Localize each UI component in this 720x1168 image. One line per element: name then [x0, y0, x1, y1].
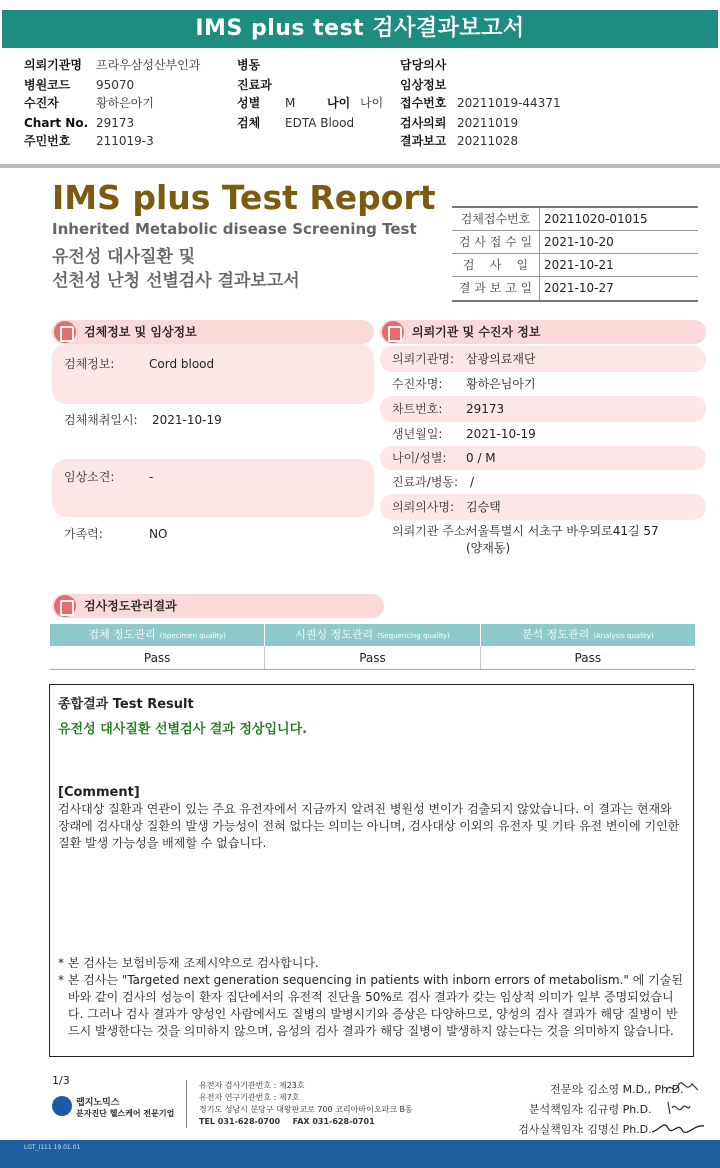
patient-row — [380, 396, 706, 422]
resident-no-value: 211019-3 — [96, 134, 154, 148]
patient-row-value: 황하은님아기 — [466, 377, 536, 391]
signature-value: : 김명신 Ph.D. — [580, 1123, 652, 1136]
page-number: 1/3 — [52, 1074, 70, 1087]
qc-value-cell: Pass — [50, 646, 265, 669]
qc-header-ko: 분석 정도관리 — [521, 628, 590, 641]
patient-value: 황하은아기 — [96, 96, 154, 110]
dates-value: 20211020-01015 — [544, 212, 648, 226]
qc-section-header — [52, 594, 384, 618]
report-subtitle-en: Inherited Metabolic disease Screening Test — [52, 220, 417, 238]
company-logo — [52, 1092, 182, 1126]
order-header — [0, 54, 720, 164]
patient-row-label: 차트번호: — [392, 402, 443, 416]
age-label: 나이 — [327, 96, 351, 110]
collection-date-row — [52, 406, 374, 434]
specimen-label: 검체 — [237, 116, 261, 130]
report-subtitle-ko-2: 선천성 난청 선별검사 결과보고서 — [52, 271, 300, 291]
qc-value-cell: Pass — [574, 651, 602, 665]
report-title: IMS plus Test Report — [52, 178, 436, 217]
patient-section-header — [380, 320, 706, 344]
dates-row — [452, 231, 698, 254]
patient-row — [380, 346, 706, 372]
top-banner — [0, 0, 720, 56]
patient-row-label: 진료과/병동: — [392, 475, 459, 489]
form-code: LGT_I111 19.01.01 — [24, 1144, 81, 1151]
accession-value: 20211019-44371 — [457, 96, 561, 110]
top-title: IMS plus test 검사결과보고서 — [2, 10, 718, 48]
patient-row-value: 김승택 — [466, 500, 501, 514]
signature-label: 검사실책임자 — [518, 1123, 582, 1136]
specimen-info-value: Cord blood — [149, 357, 215, 371]
reg-line: 유전자 연구기관번호 : 제7호 — [199, 1093, 300, 1102]
footer — [0, 1070, 720, 1140]
signature-scribble-icon — [662, 1078, 702, 1098]
result-note: * 본 검사는 "Targeted next generation sequencing in patients with inborn errors of metabolism." 에 기술된 바와 같이 검사의 성능이 환자 집단에서의 유전적 진단율 50%로 검사 결과가 갖는 임상적 의미가 일부 증명되었습니다. 그러나 검사 결과가 양성인 사람에서도 질병의 발병시기와 증상은 다양하므로, 양성의 검사 결과가 해당 질병이 반드시 발생한다는 것을 의미하지 않으며, 음성의 검사 결과가 해당 질병이 발생하지 않는다는 것을 의미하지 않습니다. — [58, 973, 683, 1038]
specimen-value: EDTA Blood — [285, 116, 355, 130]
patient-address-value: 서울특별시 서초구 바우뫼로41길 57 — [466, 524, 659, 538]
qc-header-ko: 검체 정도관리 — [88, 628, 156, 641]
logo-mark-icon — [52, 1096, 72, 1116]
signature-value: : 김규령 Ph.D. — [580, 1103, 652, 1116]
patient-row-label: 의뢰기관명: — [392, 352, 455, 366]
qc-header-cell — [481, 624, 695, 646]
dept-label: 진료과 — [237, 78, 272, 92]
qc-header-en: (Specimen quality) — [159, 632, 226, 640]
patient-label: 수진자 — [24, 96, 59, 110]
hospital-value: 프라우삼성산부인과 — [96, 58, 201, 72]
specimen-section-title: 검체정보 및 임상정보 — [84, 325, 197, 339]
doctor-label: 담당의사 — [400, 58, 447, 72]
signature-scribble-icon — [650, 1116, 706, 1138]
clipboard-icon — [54, 595, 76, 617]
patient-row — [380, 470, 706, 494]
result-notes — [58, 955, 688, 1040]
logo-name: 랩지노믹스 — [76, 1098, 120, 1108]
patient-row-value: 2021-10-19 — [466, 427, 536, 441]
qc-table — [50, 624, 695, 670]
signature-label: 전문의 — [550, 1083, 582, 1096]
dates-row — [452, 277, 698, 300]
collection-date-value: 2021-10-19 — [152, 413, 222, 427]
logo-tagline: 분자진단 헬스케어 전문기업 — [76, 1109, 175, 1118]
family-history-row — [52, 520, 374, 548]
signature-label: 분석책임자 — [528, 1103, 582, 1116]
dates-label: 검체접수번호 — [452, 208, 540, 230]
qc-header-en: (Sequencing quality) — [377, 632, 450, 640]
qc-header-en: (Analysis quality) — [593, 632, 654, 640]
clinical-finding-row — [52, 459, 374, 517]
clinical-label: 임상정보 — [400, 78, 447, 92]
dates-value: 2021-10-20 — [544, 235, 614, 249]
patient-row-label: 나이/성별: — [392, 451, 447, 465]
qc-table-row — [50, 646, 695, 670]
dates-row — [452, 208, 698, 231]
comment-title: [Comment] — [58, 785, 140, 800]
ward-label: 병동 — [237, 58, 261, 72]
specimen-info-row — [52, 344, 374, 404]
dates-label: 검 사 접 수 일 — [452, 231, 540, 253]
patient-section-title: 의뢰기관 및 수진자 정보 — [412, 325, 541, 339]
header-divider — [0, 164, 720, 168]
patient-row-value: 29173 — [466, 402, 505, 416]
patient-row — [380, 494, 706, 520]
sex-value: M — [285, 96, 296, 110]
reg-line: 유전자 검사기관번호 : 제23호 — [199, 1081, 305, 1090]
specimen-info-label: 검체정보: — [64, 357, 115, 371]
patient-row-value: 삼광의료재단 — [466, 352, 536, 366]
family-history-label: 가족력: — [64, 527, 103, 541]
patient-row-label: 의뢰의사명: — [392, 500, 455, 514]
hospital-label: 의뢰기관명 — [24, 58, 82, 72]
report-label: 결과보고 — [400, 134, 447, 148]
dates-value: 2021-10-21 — [544, 258, 614, 272]
qc-section-title: 검사정도관리결과 — [84, 599, 177, 613]
sex-label: 성별 — [237, 96, 261, 110]
patient-address-label: 의뢰기관 주소: — [392, 524, 470, 538]
dates-value: 2021-10-27 — [544, 281, 614, 295]
collection-date-label: 검체채취일시: — [64, 413, 138, 427]
dates-row — [452, 254, 698, 277]
signature-scribble-icon — [664, 1098, 694, 1118]
patient-row-value: / — [470, 475, 475, 489]
qc-value-cell: Pass — [265, 646, 480, 669]
company-address: 경기도 성남시 분당구 대왕판교로 700 코리아바이오파크 B동 — [199, 1105, 413, 1114]
patient-address-row — [380, 520, 706, 556]
patient-row — [380, 446, 706, 470]
fax-text: FAX 031-628-0701 — [292, 1117, 375, 1126]
result-note: * 본 검사는 보험비등재 조제시약으로 검사합니다. — [58, 956, 319, 970]
report-value: 20211028 — [457, 134, 519, 148]
qc-header-cell — [50, 624, 265, 646]
bottom-bar — [0, 1140, 720, 1168]
age-value: 나이 — [360, 96, 384, 110]
family-history-value: NO — [149, 527, 168, 541]
result-title: 종합결과 Test Result — [58, 697, 194, 712]
patient-row — [380, 422, 706, 446]
dates-label: 검 사 일 — [452, 254, 540, 276]
contact-line — [199, 1116, 416, 1128]
qc-header-cell — [265, 624, 480, 646]
hospital-code-value: 95070 — [96, 78, 135, 92]
accession-label: 접수번호 — [400, 96, 447, 110]
lock-icon — [54, 321, 76, 343]
test-result-box — [49, 684, 694, 1057]
registration-info — [186, 1080, 416, 1128]
request-value: 20211019 — [457, 116, 519, 130]
clinical-finding-label: 임상소견: — [64, 470, 115, 484]
signature-value: : 김소영 M.D., Ph.D. — [580, 1083, 684, 1096]
patient-row-label: 수진자명: — [392, 377, 443, 391]
resident-no-label: 주민번호 — [24, 134, 71, 148]
request-label: 검사의뢰 — [400, 116, 447, 130]
result-summary: 유전성 대사질환 선별검사 결과 정상입니다. — [58, 722, 308, 737]
chart-no-value: 29173 — [96, 116, 135, 130]
report-subtitle-ko-1: 유전성 대사질환 및 — [52, 247, 196, 267]
comment-body: 검사대상 질환과 연관이 있는 주요 유전자에서 지금까지 알려진 병원성 변이가 검출되지 않았습니다. 이 결과는 현재와 장래에 검사대상 질환의 발생 가능성이 전혀 없다는 의미는 아니며, 검사대상 이외의 유전자 및 기타 유전 변이에 기인한 질환 발생 가능성을 배제할 수 없습니다. — [58, 802, 680, 850]
hospital-code-label: 병원코드 — [24, 78, 71, 92]
qc-table-header — [50, 624, 695, 646]
clinical-finding-value: - — [149, 470, 154, 484]
specimen-section-header — [52, 320, 374, 344]
lock-icon — [382, 321, 404, 343]
patient-address-value-2: (양재동) — [466, 541, 511, 555]
chart-no-label: Chart No. — [24, 116, 89, 130]
patient-row-label: 생년월일: — [392, 427, 443, 441]
qc-header-ko: 시퀀싱 정도관리 — [295, 628, 374, 641]
patient-row-value: 0 / M — [466, 451, 496, 465]
patient-row — [380, 372, 706, 396]
tel-text: TEL 031-628-0700 — [199, 1117, 281, 1126]
dates-table — [452, 206, 698, 302]
dates-label: 결 과 보 고 일 — [452, 277, 540, 300]
